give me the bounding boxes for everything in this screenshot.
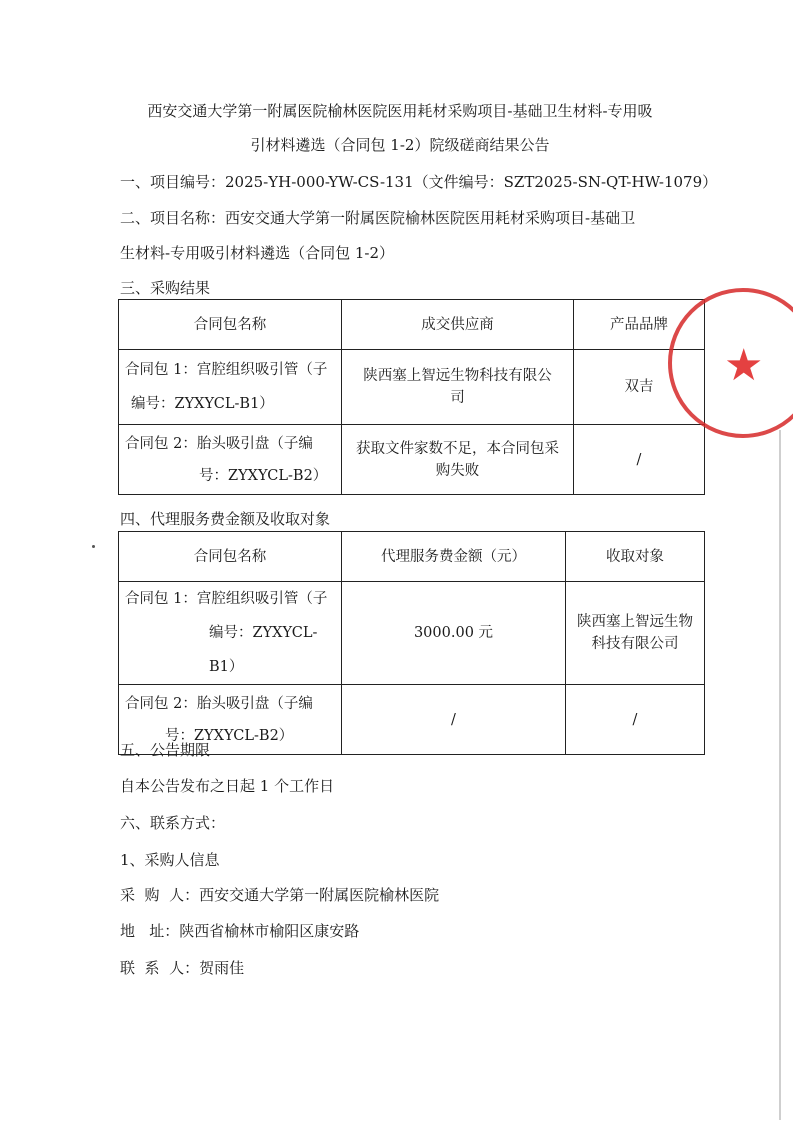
package-name-line-1: 合同包 1：宫腔组织吸引管（子: [125, 591, 328, 607]
table-header-row: [119, 300, 705, 350]
package-name-line-2: 编号：ZYXYCL-B1）: [131, 396, 274, 412]
brand-cell: 双吉: [574, 350, 705, 425]
header-supplier: 成交供应商: [342, 300, 574, 350]
fee-cell: /: [342, 685, 566, 755]
project-name-line-2: 生材料-专用吸引材料遴选（合同包 1-2）: [120, 244, 394, 262]
section-agency-fee: 四、代理服务费金额及收取对象: [120, 510, 331, 528]
star-icon: ★: [724, 340, 764, 391]
package-name-line-2: 号：ZYXYCL-B2）: [199, 467, 328, 484]
section-procurement-result: 三、采购结果: [120, 279, 211, 297]
header-package-name: 合同包名称: [119, 300, 342, 350]
table-row: [119, 425, 705, 495]
table-row: [119, 350, 705, 425]
section-notice-period: 五、公告期限: [120, 741, 211, 759]
package-name-line-2: 编号：ZYXYCL-B1）: [209, 625, 318, 675]
purchaser: 采 购 人：西安交通大学第一附属医院榆林医院: [120, 886, 440, 904]
package-name-line-1: 合同包 2：胎头吸引盘（子编: [125, 435, 313, 452]
address: 地 址：陕西省榆林市榆阳区康安路: [120, 922, 360, 940]
supplier-line-2: 购失败: [435, 462, 480, 479]
supplier-line-1: 陕西塞上智远生物科技有限公: [363, 368, 552, 384]
package-name-line-1: 合同包 2：胎头吸引盘（子编: [125, 695, 313, 712]
target-cell: [566, 582, 705, 685]
title-line-1: 西安交通大学第一附属医院榆林医院医用耗材采购项目-基础卫生材料-专用吸: [147, 102, 653, 120]
notice-period-text: 自本公告发布之日起 1 个工作日: [120, 777, 335, 795]
scan-edge-line: [779, 430, 781, 1120]
title-line-2: 引材料遴选（合同包 1-2）院级磋商结果公告: [250, 136, 550, 154]
header-target: 收取对象: [566, 532, 705, 582]
section-contact: 六、联系方式：: [120, 814, 226, 832]
table-row: [119, 582, 705, 685]
package-name-line-1: 合同包 1：宫腔组织吸引管（子: [125, 362, 328, 378]
supplier-line-2: 司: [450, 390, 465, 406]
fee-cell: 3000.00 元: [342, 582, 566, 685]
target-line-1: 陕西塞上智远生物: [577, 614, 693, 630]
target-line-2: 科技有限公司: [591, 636, 679, 652]
fee-table: [118, 531, 705, 755]
brand-cell: /: [574, 425, 705, 495]
project-name-line-1: 二、项目名称：西安交通大学第一附属医院榆林医院医用耗材采购项目-基础卫: [120, 209, 636, 227]
contact-person: 联 系 人：贺雨佳: [120, 959, 245, 977]
target-cell: /: [566, 685, 705, 755]
stray-dot: [92, 545, 95, 548]
supplier-cell: [342, 425, 574, 495]
package-name-line-2: 号：ZYXYCL-B2）: [165, 727, 294, 744]
header-package-name: 合同包名称: [119, 532, 342, 582]
contact-heading: 1、采购人信息: [120, 851, 220, 869]
supplier-cell: [342, 350, 574, 425]
package-name-cell: [119, 425, 342, 495]
table-header-row: [119, 532, 705, 582]
supplier-line-1: 获取文件家数不足，本合同包采: [356, 440, 559, 457]
project-number: 一、项目编号：2025-YH-000-YW-CS-131（文件编号：SZT2025-SN-QT-HW-1079）: [120, 173, 718, 191]
result-table: [118, 299, 705, 495]
header-fee: 代理服务费金额（元）: [342, 532, 566, 582]
package-name-cell: [119, 582, 342, 685]
package-name-cell: [119, 350, 342, 425]
header-brand: 产品品牌: [574, 300, 705, 350]
